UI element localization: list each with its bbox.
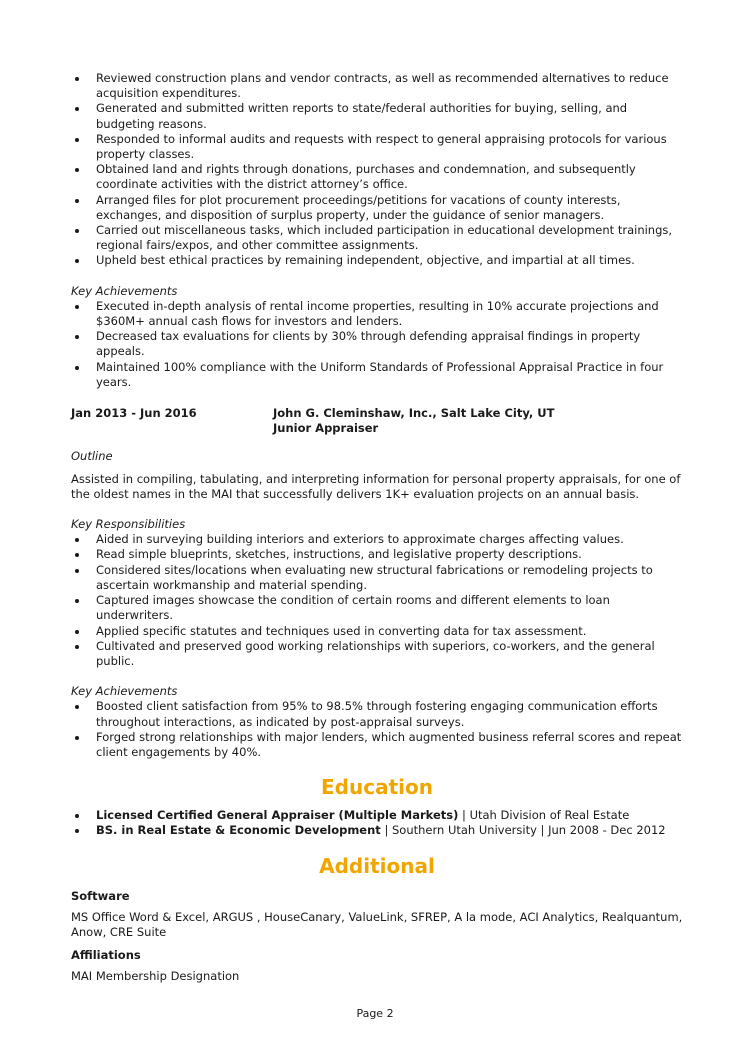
list-item: Obtained land and rights through donations, purchases and condemnation, and subsequently coordinate activities with the district attorney’s office.	[71, 162, 683, 192]
list-item: Reviewed construction plans and vendor contracts, as well as recommended alternatives to reduce acquisition expenditures.	[71, 71, 683, 101]
affiliations-value: MAI Membership Designation	[71, 969, 240, 984]
list-item: Aided in surveying building interiors and exteriors to approximate charges affecting values.	[71, 532, 683, 547]
job2-responsibilities-list	[71, 532, 683, 669]
education-heading: Education	[321, 775, 433, 800]
list-item: Applied specific statutes and techniques used in converting data for tax assessment.	[71, 624, 683, 639]
list-item: Considered sites/locations when evaluating new structural fabrications or remodeling projects to ascertain workmanship and material spending.	[71, 563, 683, 593]
job1-responsibilities-list	[71, 71, 683, 269]
list-item: Maintained 100% compliance with the Uniform Standards of Professional Appraisal Practice in four years.	[71, 360, 683, 390]
list-item	[71, 808, 683, 823]
education-degree: Licensed Certified General Appraiser (Multiple Markets)	[96, 808, 459, 823]
job1-achievements-list	[71, 299, 683, 390]
job1-achievements-label: Key Achievements	[71, 283, 178, 298]
list-item: Arranged files for plot procurement proceedings/petitions for vacations of county interests, exchanges, and disposition of surplus property, under the guidance of senior managers.	[71, 193, 683, 223]
list-item	[71, 823, 683, 838]
list-item: Read simple blueprints, sketches, instructions, and legislative property descriptions.	[71, 547, 683, 562]
education-detail: | Southern Utah University | Jun 2008 - Dec 2012	[380, 823, 666, 838]
list-item: Cultivated and preserved good working relationships with superiors, co-workers, and the general public.	[71, 639, 683, 669]
job2-header	[71, 406, 683, 436]
list-item: Responded to informal audits and requests with respect to general appraising protocols for various property classes.	[71, 132, 683, 162]
list-item: Carried out miscellaneous tasks, which included participation in educational development trainings, regional fairs/expos, and other committee assignments.	[71, 223, 683, 253]
additional-heading: Additional	[319, 853, 435, 878]
list-item: Upheld best ethical practices by remaining independent, objective, and impartial at all times.	[71, 253, 683, 268]
education-list	[71, 808, 683, 838]
job2-company: John G. Cleminshaw, Inc., Salt Lake City, UT	[273, 406, 555, 421]
job2-achievements-label: Key Achievements	[71, 684, 178, 699]
list-item: Boosted client satisfaction from 95% to 98.5% through fostering engaging communication efforts throughout interactions, as indicated by post-appraisal surveys.	[71, 699, 683, 729]
page-number: Page 2	[356, 1007, 394, 1020]
software-list: MS Office Word & Excel, ARGUS , HouseCanary, ValueLink, SFREP, A la mode, ACI Analytics, Realquantum, Anow, CRE Suite	[71, 909, 683, 939]
list-item: Forged strong relationships with major lenders, which augmented business referral scores and repeat client engagements by 40%.	[71, 730, 683, 760]
job2-responsibilities-label: Key Responsibilities	[71, 517, 186, 532]
list-item: Executed in-depth analysis of rental income properties, resulting in 10% accurate projections and $360M+ annual cash flows for investors and lenders.	[71, 299, 683, 329]
job2-dates: Jan 2013 - Jun 2016	[71, 406, 197, 421]
list-item: Captured images showcase the condition of certain rooms and different elements to loan underwriters.	[71, 593, 683, 623]
resume-page	[71, 71, 683, 985]
list-item: Decreased tax evaluations for clients by 30% through defending appraisal findings in property appeals.	[71, 329, 683, 359]
job2-title: Junior Appraiser	[273, 421, 379, 436]
list-item: Generated and submitted written reports to state/federal authorities for buying, selling, and budgeting reasons.	[71, 101, 683, 131]
software-label: Software	[71, 888, 130, 903]
job2-outline: Assisted in compiling, tabulating, and interpreting information for personal property appraisals, for one of the oldest names in the MAI that successfully delivers 1K+ evaluation projects on an annual basis.	[71, 471, 681, 501]
job2-outline-label: Outline	[71, 449, 113, 464]
job2-achievements-list	[71, 699, 683, 760]
education-degree: BS. in Real Estate & Economic Development	[96, 823, 381, 838]
education-detail: | Utah Division of Real Estate	[458, 808, 630, 823]
job2-employer-block	[273, 406, 555, 436]
affiliations-label: Affiliations	[71, 948, 141, 963]
